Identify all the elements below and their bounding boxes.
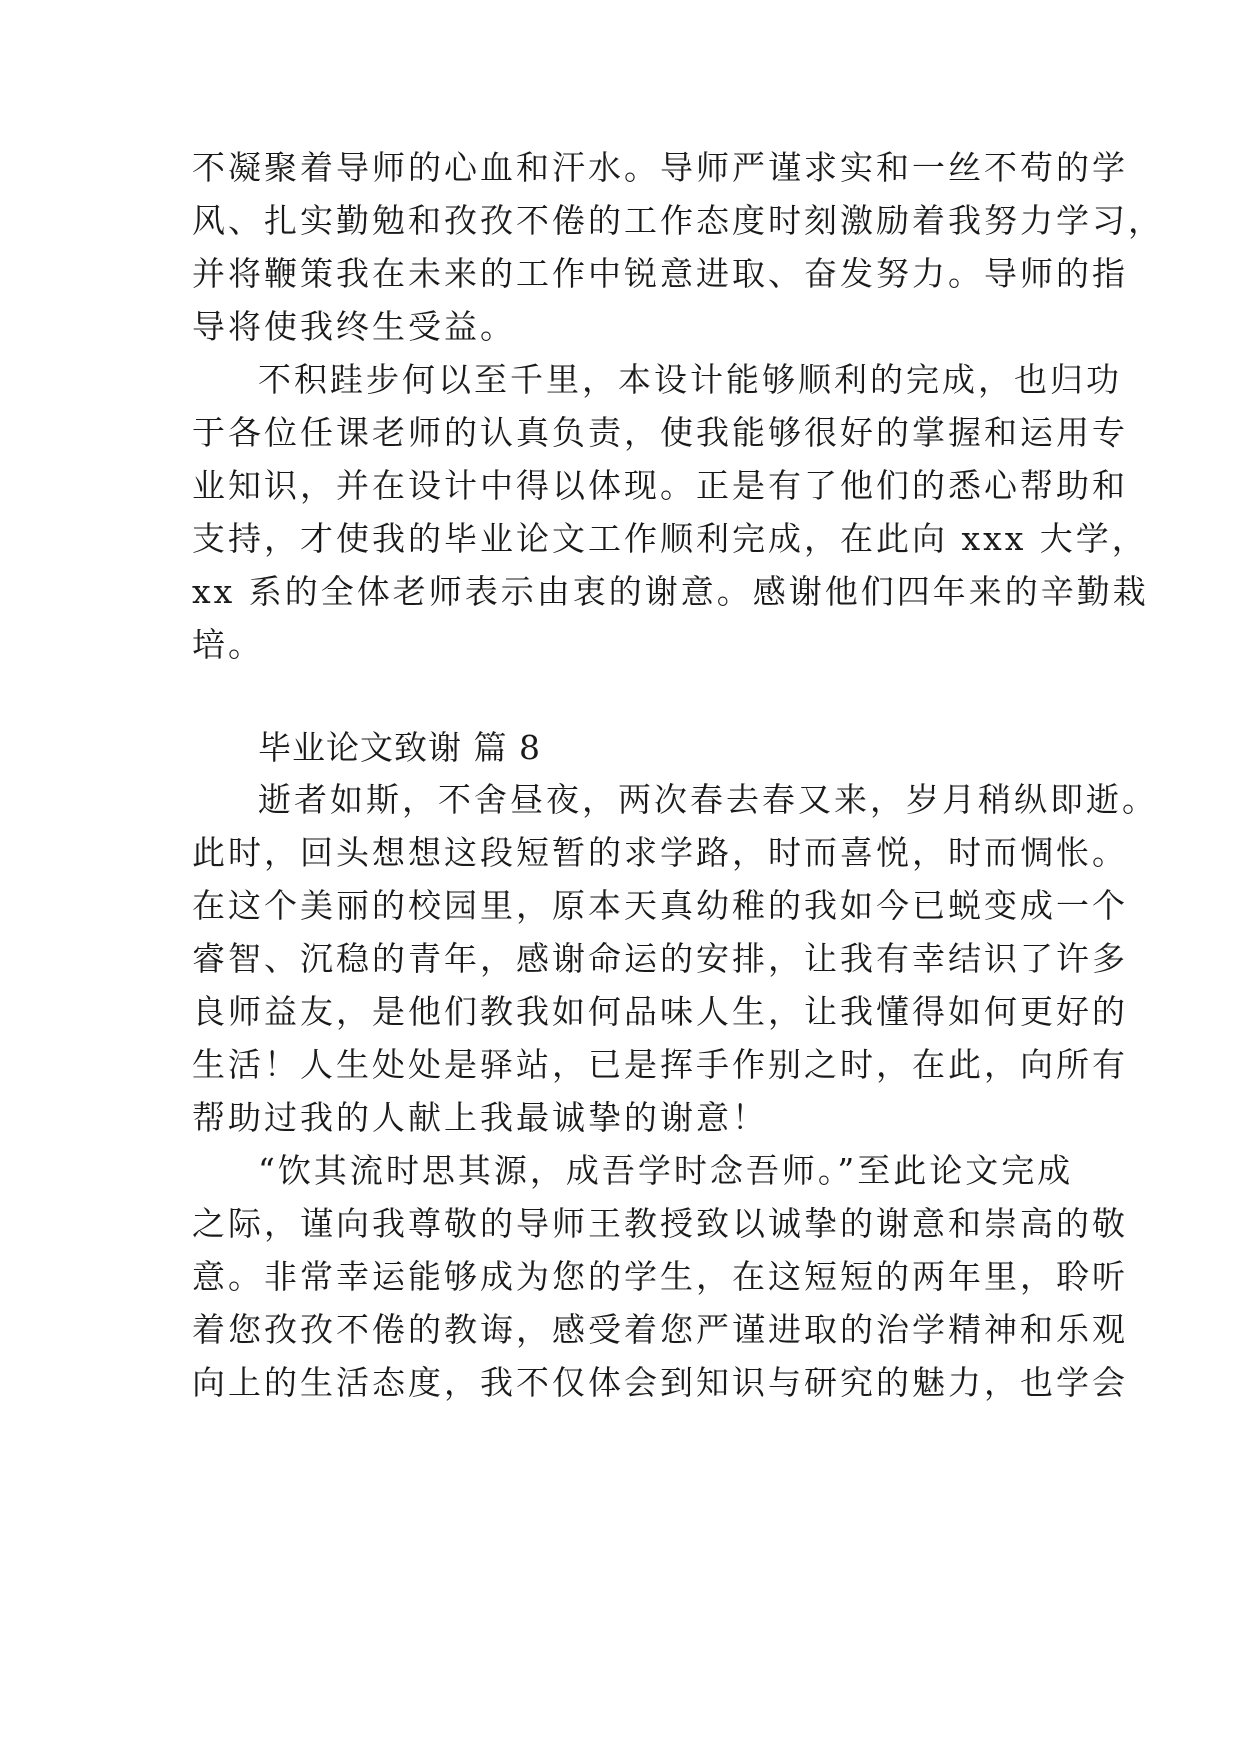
section-heading: 毕业论文致谢 篇 8 [258,728,541,767]
paragraph-line: 向上的生活态度，我不仅体会到知识与研究的魅力，也学会 [192,1363,1128,1402]
paragraph-first-line: “饮其流时思其源，成吾学时念吾师。”至此论文完成 [258,1151,1074,1190]
paragraph-line: 培。 [192,625,264,664]
paragraph-line: 良师益友，是他们教我如何品味人生，让我懂得如何更好的 [192,992,1128,1031]
paragraph-line: 此时，回头想想这段短暂的求学路，时而喜悦，时而惆怅。 [192,833,1128,872]
paragraph-line: 着您孜孜不倦的教诲，感受着您严谨进取的治学精神和乐观 [192,1310,1128,1349]
paragraph-line: 业知识，并在设计中得以体现。正是有了他们的悉心帮助和 [192,466,1128,505]
paragraph-line: 在这个美丽的校园里，原本天真幼稚的我如今已蜕变成一个 [192,886,1128,925]
paragraph-line: 于各位任课老师的认真负责，使我能够很好的掌握和运用专 [192,413,1128,452]
paragraph-line: 不凝聚着导师的心血和汗水。导师严谨求实和一丝不苟的学 [192,148,1128,187]
paragraph-first-line: 逝者如斯，不舍昼夜，两次春去春又来，岁月稍纵即逝。 [258,780,1158,819]
paragraph-line: 风、扎实勤勉和孜孜不倦的工作态度时刻激励着我努力学习， [192,201,1164,240]
paragraph-line: 之际，谨向我尊敬的导师王教授致以诚挚的谢意和崇高的敬 [192,1204,1128,1243]
paragraph-first-line: 不积跬步何以至千里，本设计能够顺利的完成，也归功 [258,360,1122,399]
paragraph-line: xx 系的全体老师表示由衷的谢意。感谢他们四年来的辛勤栽 [192,572,1149,611]
paragraph-line: 意。非常幸运能够成为您的学生，在这短短的两年里，聆听 [192,1257,1128,1296]
paragraph-line: 睿智、沉稳的青年，感谢命运的安排，让我有幸结识了许多 [192,939,1128,978]
paragraph-line: 帮助过我的人献上我最诚挚的谢意！ [192,1098,768,1137]
paragraph-line: 并将鞭策我在未来的工作中锐意进取、奋发努力。导师的指 [192,254,1128,293]
paragraph-line: 生活！人生处处是驿站，已是挥手作别之时，在此，向所有 [192,1045,1128,1084]
paragraph-line: 导将使我终生受益。 [192,307,516,346]
paragraph-line: 支持，才使我的毕业论文工作顺利完成，在此向 xxx 大学， [192,519,1148,558]
